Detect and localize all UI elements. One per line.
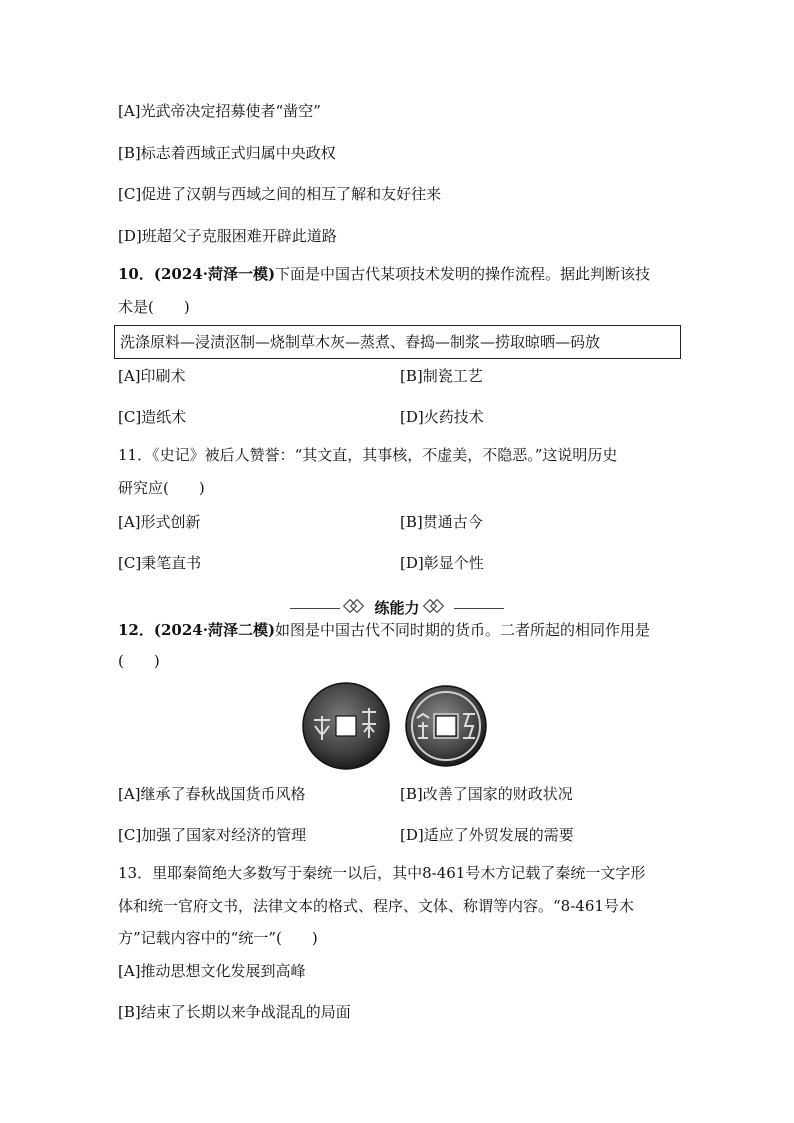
q11-stem-line1: 11．《史记》被后人赞誉：“其文直，其事核，不虚美，不隐恶。”这说明历史	[118, 446, 618, 464]
q12-option-a: [A]继承了春秋战国货币风格	[118, 785, 306, 803]
q13-option-b: [B]结束了长期以来争战混乱的局面	[118, 1003, 351, 1021]
q10-option-b: [B]制瓷工艺	[400, 367, 483, 385]
divider-rule-right	[454, 608, 504, 609]
coin-right	[406, 686, 486, 766]
q10-flow-box	[114, 325, 681, 359]
q9-option-c: [C]促进了汉朝与西域之间的相互了解和友好往来	[118, 185, 442, 203]
q13-option-a: [A]推动思想文化发展到高峰	[118, 962, 306, 980]
q9-option-d: [D]班超父子克服困难开辟此道路	[118, 227, 337, 245]
q10-option-a: [A]印刷术	[118, 367, 186, 385]
q9-option-b: [B]标志着西域正式归属中央政权	[118, 144, 336, 162]
divider-rule-left	[290, 608, 340, 609]
q11-option-d: [D]彰显个性	[400, 554, 484, 572]
q12-stem-line1	[118, 620, 650, 640]
q13-stem-line1: 13．里耶秦简绝大多数写于秦统一以后，其中8-461号木方记载了秦统一文字形	[118, 864, 646, 882]
q11-option-a: [A]形式创新	[118, 513, 201, 531]
q13-stem-line2: 体和统一官府文书，法律文本的格式、程序、文体、称谓等内容。“8-461号木	[118, 897, 634, 915]
q12-option-c: [C]加强了国家对经济的管理	[118, 826, 307, 844]
q10-option-c: [C]造纸术	[118, 408, 187, 426]
q11-option-b: [B]贯通古今	[400, 513, 483, 531]
q10-option-d: [D]火药技术	[400, 408, 484, 426]
q12-stem-line2: ( )	[118, 652, 160, 670]
q10-flow-text: 洗涤原料—浸渍沤制—烧制草木灰—蒸煮、舂捣—制浆—捞取晾晒—码放	[120, 333, 601, 351]
q11-stem-line2: 研究应( )	[118, 479, 205, 497]
q10-stem-text: 下面是中国古代某项技术发明的操作流程。据此判断该技	[275, 265, 651, 283]
q12-option-d: [D]适应了外贸发展的需要	[400, 826, 574, 844]
section-title: 练能力	[374, 599, 420, 617]
q12-source: 12．(2024·菏泽二模)	[118, 621, 276, 639]
q11-option-c: [C]秉笔直书	[118, 554, 202, 572]
q9-option-a: [A]光武帝决定招募使者“凿空”	[118, 102, 321, 120]
section-divider	[290, 598, 504, 618]
q10-stem-line1	[118, 264, 650, 284]
q13-stem-line3: 方”记载内容中的“统一”( )	[118, 929, 318, 947]
q10-stem-line2: 术是( )	[118, 298, 190, 316]
q12-stem-text: 如图是中国古代不同时期的货币。二者所起的相同作用是	[275, 621, 651, 639]
coin-left	[303, 683, 389, 769]
coins-image	[300, 682, 490, 772]
q12-option-b: [B]改善了国家的财政状况	[400, 785, 573, 803]
q10-source: 10．(2024·菏泽一模)	[118, 265, 276, 283]
